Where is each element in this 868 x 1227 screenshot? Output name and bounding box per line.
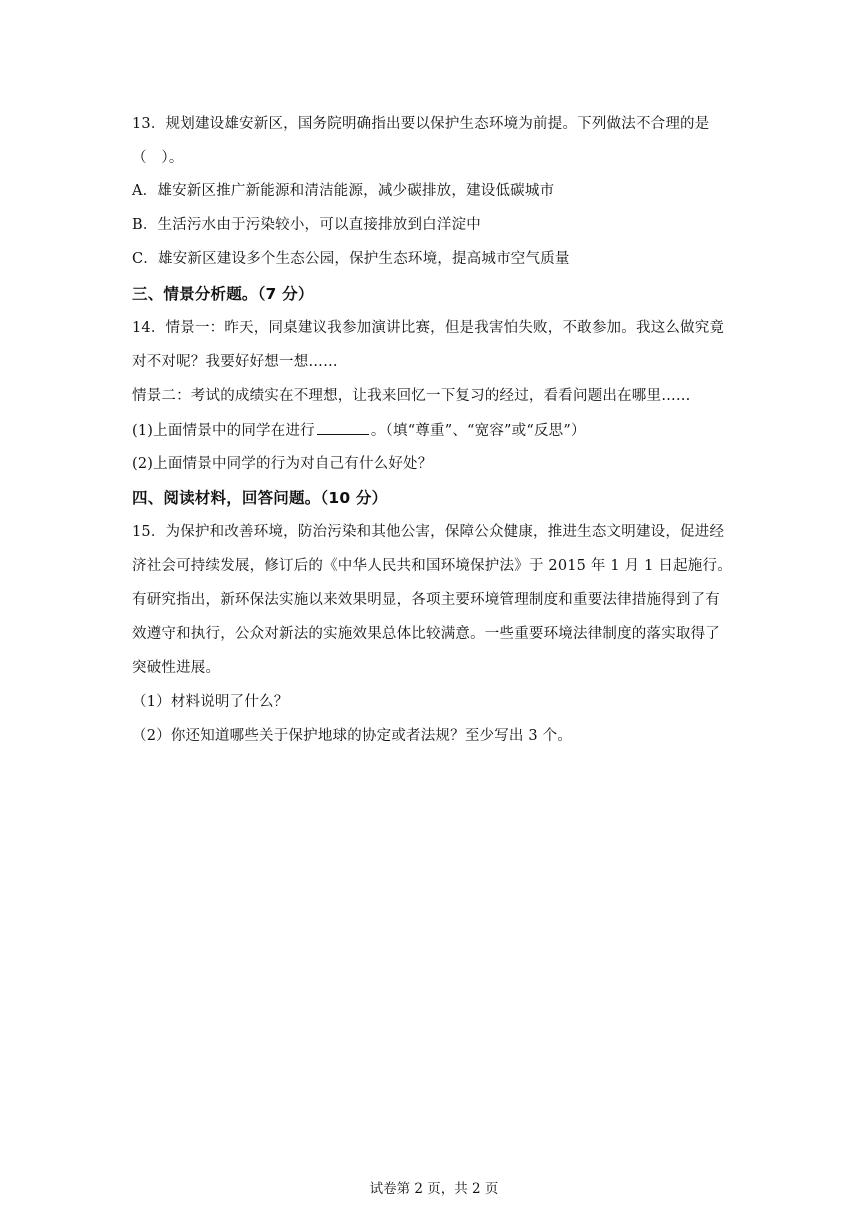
q15-line3: 有研究指出，新环保法实施以来效果明显，各项主要环境管理制度和重要法律措施得到了有: [132, 592, 720, 608]
answer-blank: [317, 420, 369, 435]
q14-sub1-prefix: (1)上面情景中的同学在进行: [132, 423, 315, 439]
q14-line2: 对不对呢？我要好好想一想……: [132, 354, 338, 370]
q13-option-b: B．生活污水由于污染较小，可以直接排放到白洋淀中: [132, 217, 481, 233]
q15-sub2: （2）你还知道哪些关于保护地球的协定或者法规？至少写出 3 个。: [132, 728, 573, 744]
q14-sub1-suffix: 。（填“尊重”、“宽容”或“反思”）: [370, 423, 586, 439]
q15-line2: 济社会可持续发展，修订后的《中华人民共和国环境保护法》于 2015 年 1 月 1 日起施行。: [132, 558, 732, 574]
page-footer: 试卷第 2 页，共 2 页: [369, 1181, 499, 1197]
q15-line4: 效遵守和执行，公众对新法的实施效果总体比较满意。一些重要环境法律制度的落实取得了: [132, 626, 720, 642]
section3-heading: 三、情景分析题。（7 分）: [132, 285, 314, 303]
q13-option-c: C．雄安新区建设多个生态公园，保护生态环境，提高城市空气质量: [132, 251, 570, 267]
q14-sub2: (2)上面情景中同学的行为对自己有什么好处？: [132, 456, 433, 472]
q13-stem-line2: （ ）。: [132, 150, 184, 166]
q14-line1: 14．情景一：昨天，同桌建议我参加演讲比赛，但是我害怕失败，不敢参加。我这么做究竟: [132, 320, 725, 336]
q13-option-a: A．雄安新区推广新能源和清洁能源，减少碳排放，建设低碳城市: [132, 183, 555, 199]
q15-sub1: （1）材料说明了什么？: [132, 694, 289, 710]
q15-line5: 突破性进展。: [132, 660, 221, 676]
q14-line3: 情景二：考试的成绩实在不理想，让我来回忆一下复习的经过，看看问题出在哪里……: [132, 388, 691, 404]
q15-line1: 15．为保护和改善环境，防治污染和其他公害，保障公众健康，推进生态文明建设，促进经: [132, 524, 725, 540]
q13-stem-line1: 13．规划建设雄安新区，国务院明确指出要以保护生态环境为前提。下列做法不合理的是: [132, 116, 710, 132]
section4-heading: 四、阅读材料，回答问题。（10 分）: [132, 489, 388, 507]
q14-sub1: [132, 420, 752, 441]
